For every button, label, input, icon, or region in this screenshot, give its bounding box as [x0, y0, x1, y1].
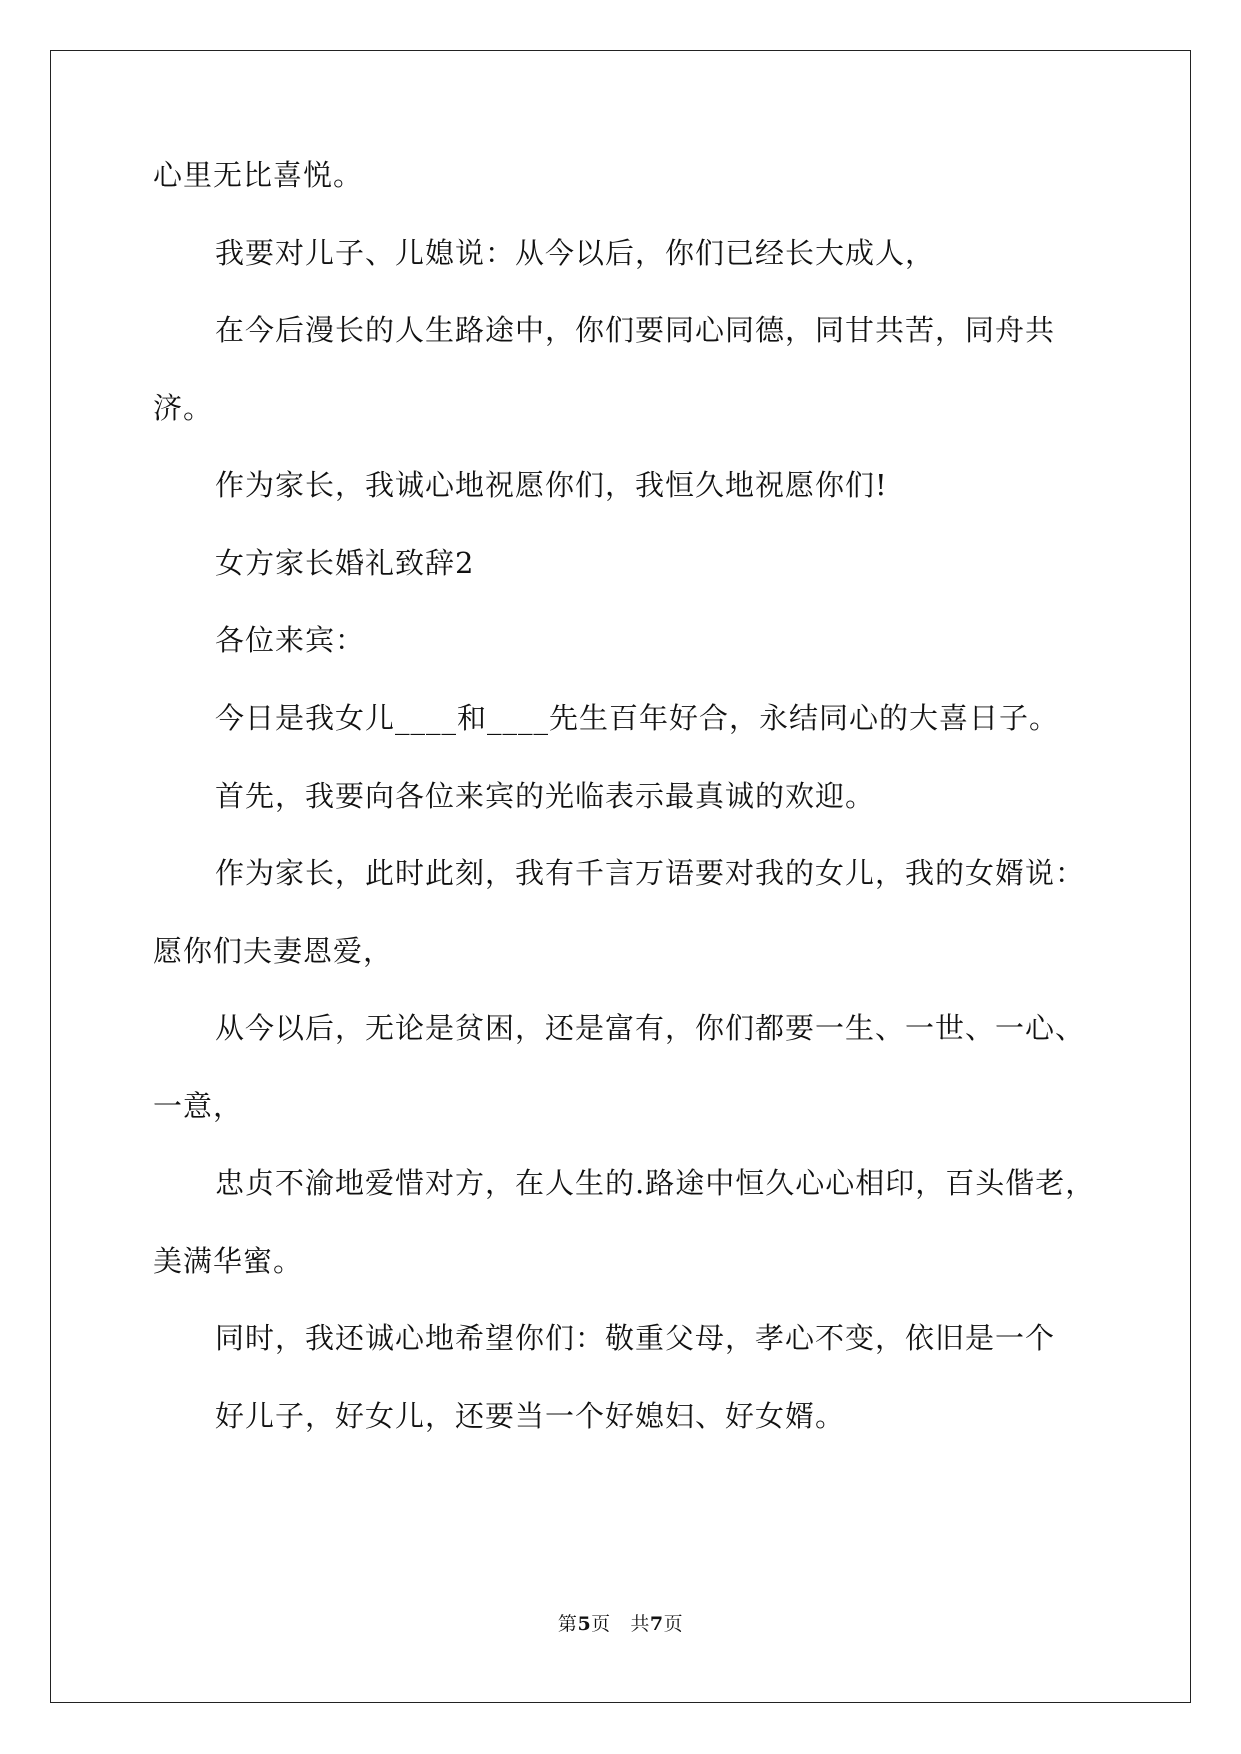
text-line: 忠贞不渝地爱惜对方，在人生的.路途中恒久心心相印，百头偕老，: [215, 1166, 1096, 1200]
current-page-number: 5: [577, 1613, 592, 1635]
text-line: 愿你们夫妻恩爱，: [153, 934, 394, 968]
text-line: 在今后漫长的人生路途中，你们要同心同德，同甘共苦，同舟共: [215, 313, 1056, 347]
text-line: 同时，我还诚心地希望你们：敬重父母，孝心不变，依旧是一个: [215, 1321, 1056, 1355]
section-heading: 女方家长婚礼致辞2: [215, 546, 475, 580]
text-line: 今日是我女儿____和____先生百年好合，永结同心的大喜日子。: [215, 701, 1060, 735]
footer-total-prefix: 共: [630, 1613, 650, 1635]
text-line: 一意，: [153, 1089, 244, 1123]
text-line: 心里无比喜悦。: [153, 158, 364, 192]
page-footer: [0, 1612, 1241, 1636]
total-pages-number: 7: [649, 1613, 664, 1635]
footer-total-suffix: 页: [663, 1613, 684, 1635]
text-line: 作为家长，此时此刻，我有千言万语要对我的女儿，我的女婿说：: [215, 856, 1086, 890]
text-line: 各位来宾：: [215, 623, 366, 657]
text-line: 美满华蜜。: [153, 1244, 304, 1278]
text-line: 从今以后，无论是贫困，还是富有，你们都要一生、一世、一心、: [215, 1011, 1086, 1045]
footer-prefix: 第: [557, 1613, 578, 1635]
text-line: 好儿子，好女儿，还要当一个好媳妇、好女婿。: [215, 1399, 846, 1433]
text-line: 济。: [153, 391, 214, 425]
footer-page-suffix: 页: [591, 1613, 611, 1635]
text-line: 首先，我要向各位来宾的光临表示最真诚的欢迎。: [215, 779, 876, 813]
text-line: 我要对儿子、儿媳说：从今以后，你们已经长大成人，: [215, 236, 936, 270]
text-line: 作为家长，我诚心地祝愿你们，我恒久地祝愿你们!: [215, 468, 888, 502]
